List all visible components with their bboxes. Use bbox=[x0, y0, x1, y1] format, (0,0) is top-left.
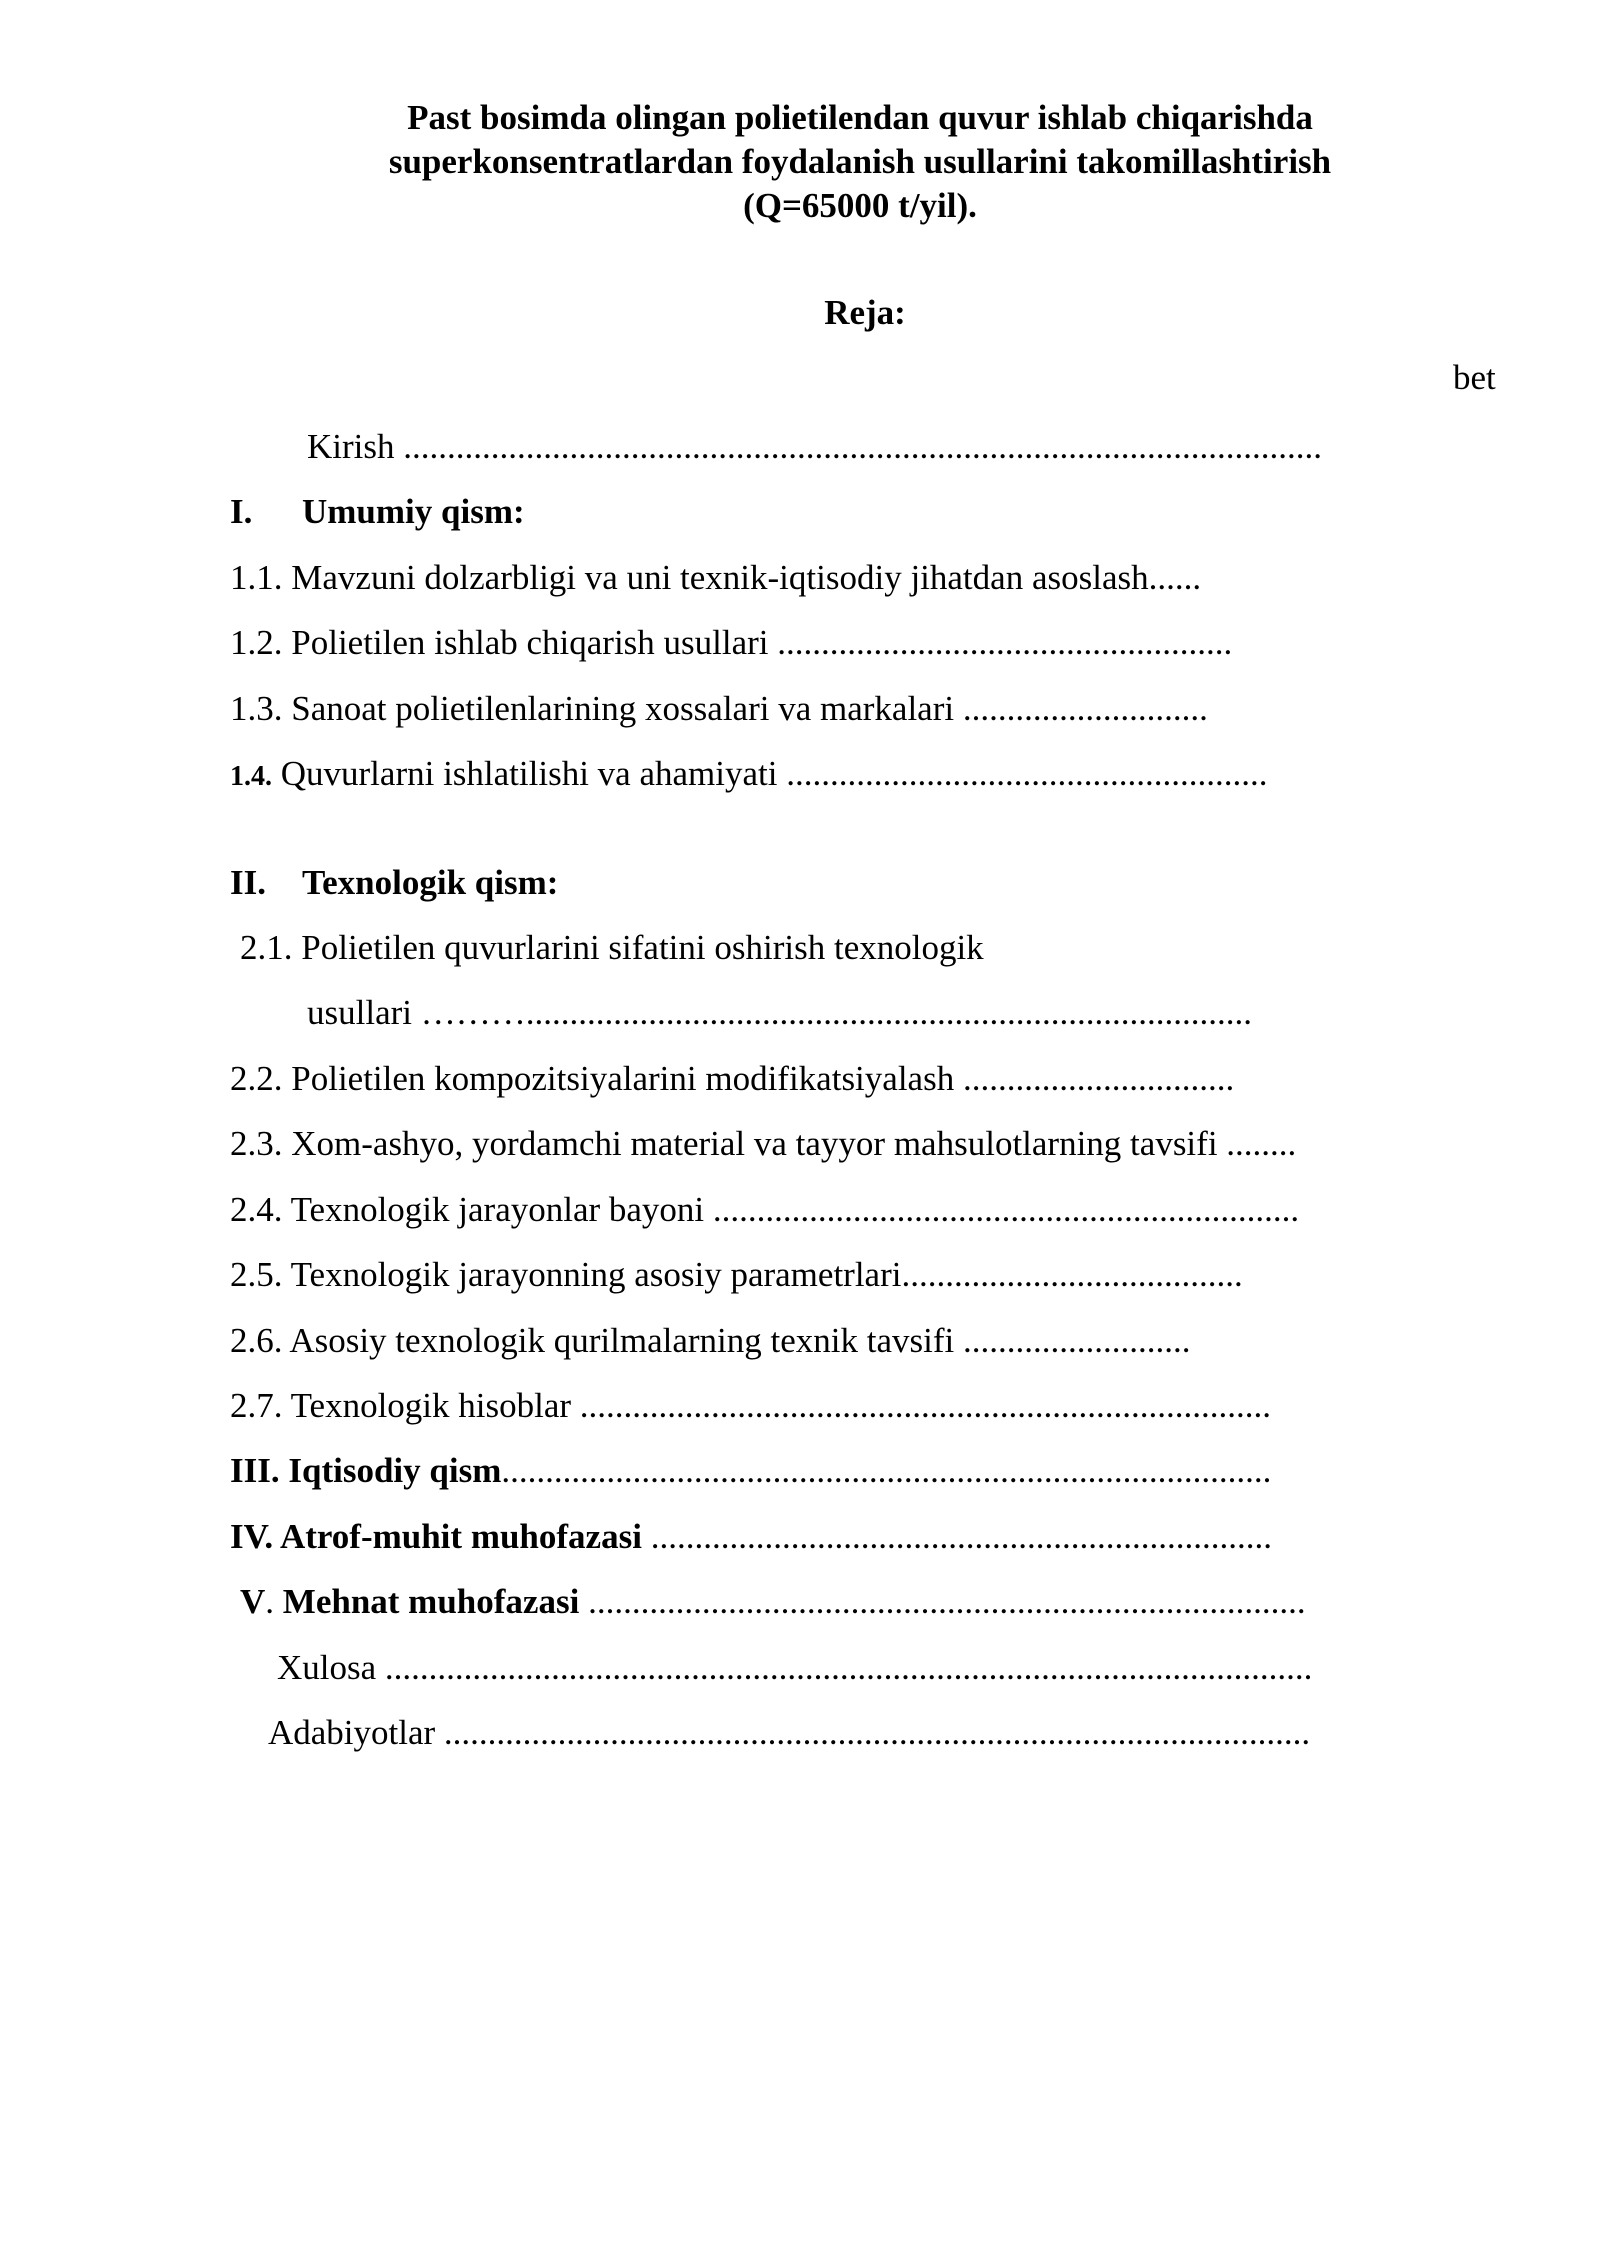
toc-section-1 bbox=[230, 490, 525, 534]
section-3-leader: ........................................................................................ bbox=[501, 1451, 1272, 1490]
toc-section-2 bbox=[230, 861, 558, 905]
section-5-leader: .................................................................................. bbox=[579, 1582, 1306, 1621]
page-column-label: bet bbox=[1453, 358, 1496, 397]
section-2-numeral: II. bbox=[230, 863, 266, 902]
item-1-4-number: 1.4. bbox=[230, 761, 272, 792]
item-1-4-text: Quvurlarni ishlatilishi va ahamiyati ....................................................... bbox=[272, 754, 1268, 793]
toc-item-1-4 bbox=[230, 752, 1267, 799]
toc-conclusion: Xulosa .......................................................................................................... bbox=[277, 1648, 1313, 1687]
section-3-label: III. Iqtisodiy qism bbox=[230, 1451, 502, 1490]
toc-item-2-1-line-1: 2.1. Polietilen quvurlarini sifatini oshirish texnologik bbox=[240, 928, 984, 967]
toc-section-4 bbox=[230, 1515, 1272, 1559]
toc-section-5 bbox=[240, 1580, 1306, 1624]
toc-intro: Kirish ......................................................................................................... bbox=[307, 427, 1322, 466]
plan-heading: Reja: bbox=[824, 293, 906, 332]
section-1-numeral: I. bbox=[230, 492, 253, 531]
title-line-1: Past bosimda olingan polietilendan quvur ishlab chiqarishda bbox=[407, 98, 1313, 137]
toc-item-1-2: 1.2. Polietilen ishlab chiqarish usullari .................................................... bbox=[230, 623, 1233, 662]
title-line-2: superkonsentratlardan foydalanish usullarini takomillashtirish bbox=[388, 142, 1332, 181]
toc-item-1-3: 1.3. Sanoat polietilenlarining xossalari va markalari ............................ bbox=[230, 689, 1208, 728]
document-title bbox=[300, 96, 1420, 228]
toc-item-2-6: 2.6. Asosiy texnologik qurilmalarning texnik tavsifi .......................... bbox=[230, 1321, 1191, 1360]
toc-item-2-7: 2.7. Texnologik hisoblar ............................................................................... bbox=[230, 1386, 1272, 1425]
toc-item-2-5: 2.5. Texnologik jarayonning asosiy parametrlari....................................... bbox=[230, 1255, 1243, 1294]
section-2-label: Texnologik qism: bbox=[302, 863, 559, 902]
title-line-3: (Q=65000 t/yil). bbox=[743, 186, 977, 225]
section-4-label: IV. Atrof-muhit muhofazasi bbox=[230, 1517, 642, 1556]
section-5-label: Mehnat muhofazasi bbox=[282, 1582, 580, 1621]
section-5-numeral: V bbox=[240, 1582, 266, 1621]
section-5-separator: . bbox=[265, 1582, 283, 1621]
toc-item-2-1-line-2: usullari ………................................................................................... bbox=[307, 993, 1252, 1032]
toc-item-2-4: 2.4. Texnologik jarayonlar bayoni ................................................................... bbox=[230, 1190, 1300, 1229]
toc-item-2-2: 2.2. Polietilen kompozitsiyalarini modifikatsiyalash ............................... bbox=[230, 1059, 1235, 1098]
toc-item-2-3: 2.3. Xom-ashyo, yordamchi material va tayyor mahsulotlarning tavsifi ........ bbox=[230, 1124, 1297, 1163]
section-4-leader: ....................................................................... bbox=[641, 1517, 1272, 1556]
toc-references: Adabiyotlar ................................................................................................... bbox=[268, 1713, 1311, 1752]
toc-section-3 bbox=[230, 1449, 1271, 1493]
toc-item-1-1: 1.1. Mavzuni dolzarbligi va uni texnik-iqtisodiy jihatdan asoslash...... bbox=[230, 558, 1202, 597]
section-1-label: Umumiy qism: bbox=[302, 492, 525, 531]
